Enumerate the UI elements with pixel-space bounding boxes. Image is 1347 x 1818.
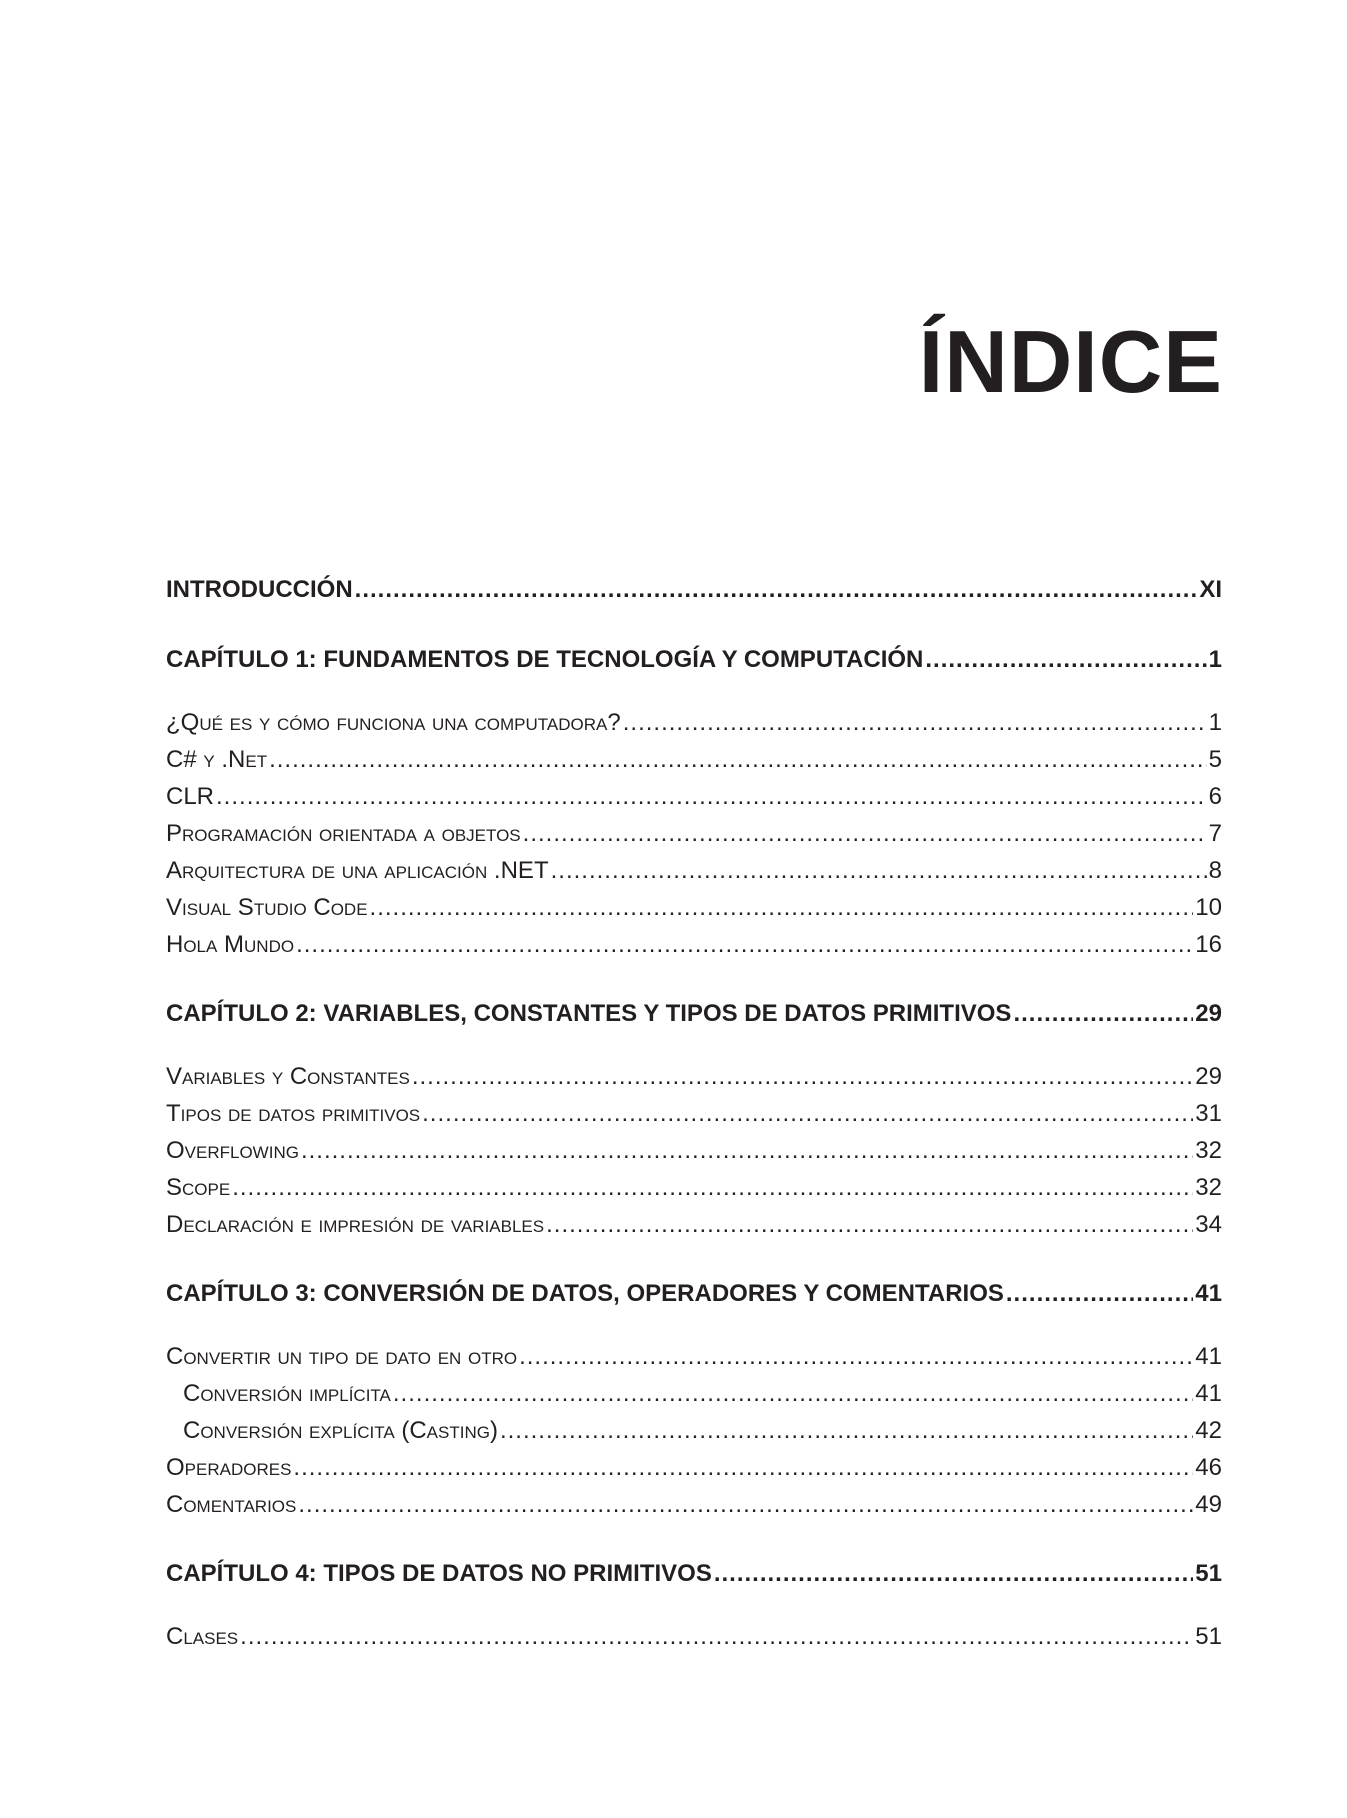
toc-leader-dots xyxy=(500,1412,1193,1449)
toc-section-label: Overflowing xyxy=(166,1137,299,1164)
toc-page-number: 42 xyxy=(1195,1417,1222,1444)
toc-subsection-conversion-explicita[interactable] xyxy=(166,1412,1222,1449)
table-of-contents xyxy=(166,572,1222,1655)
toc-chapter-2[interactable] xyxy=(166,996,1222,1032)
toc-section-scope[interactable] xyxy=(166,1169,1222,1206)
toc-page-number: 41 xyxy=(1195,1380,1222,1407)
toc-entry-label: INTRODUCCIÓN xyxy=(166,576,353,603)
toc-section-label: Arquitectura de una aplicación .NET xyxy=(166,857,549,884)
toc-leader-dots xyxy=(1013,996,1193,1032)
toc-leader-dots xyxy=(623,704,1207,741)
toc-page-number: 29 xyxy=(1195,1000,1222,1027)
toc-page-number: 34 xyxy=(1195,1211,1222,1238)
toc-section-clr[interactable] xyxy=(166,778,1222,815)
toc-section-poo[interactable] xyxy=(166,815,1222,852)
toc-chapter-label: CAPÍTULO 4: TIPOS DE DATOS NO PRIMITIVOS xyxy=(166,1560,712,1587)
toc-leader-dots xyxy=(422,1095,1193,1132)
toc-page-number: 32 xyxy=(1195,1137,1222,1164)
toc-leader-dots xyxy=(546,1206,1193,1243)
toc-leader-dots xyxy=(298,1486,1193,1523)
toc-page-number: 29 xyxy=(1195,1063,1222,1090)
toc-section-label: Comentarios xyxy=(166,1491,297,1518)
toc-chapter-4[interactable] xyxy=(166,1556,1222,1592)
toc-page-number: 41 xyxy=(1195,1280,1222,1307)
toc-leader-dots xyxy=(355,572,1198,608)
toc-chapter-1[interactable] xyxy=(166,642,1222,678)
toc-page-number: 31 xyxy=(1195,1100,1222,1127)
toc-page-number: 32 xyxy=(1195,1174,1222,1201)
toc-section-label: Visual Studio Code xyxy=(166,894,368,921)
toc-page-number: 16 xyxy=(1195,931,1222,958)
toc-chapter-label: CAPÍTULO 1: FUNDAMENTOS DE TECNOLOGÍA Y COMPUTACIÓN xyxy=(166,646,924,673)
toc-section-label: CLR xyxy=(166,783,215,810)
toc-leader-dots xyxy=(269,741,1207,778)
toc-section-hola-mundo[interactable] xyxy=(166,926,1222,963)
toc-leader-dots xyxy=(714,1556,1193,1592)
toc-page-number: 49 xyxy=(1195,1491,1222,1518)
toc-leader-dots xyxy=(216,778,1207,815)
toc-section-vscode[interactable] xyxy=(166,889,1222,926)
toc-section-label: Scope xyxy=(166,1174,231,1201)
toc-leader-dots xyxy=(293,1449,1193,1486)
toc-page-number: 51 xyxy=(1195,1623,1222,1650)
toc-leader-dots xyxy=(301,1132,1193,1169)
toc-section-label: Variables y Constantes xyxy=(166,1063,410,1090)
toc-chapter-label: CAPÍTULO 2: VARIABLES, CONSTANTES Y TIPOS DE DATOS PRIMITIVOS xyxy=(166,1000,1012,1027)
toc-section-comentarios[interactable] xyxy=(166,1486,1222,1523)
toc-section-label: Programación orientada a objetos xyxy=(166,820,521,847)
toc-leader-dots xyxy=(412,1058,1193,1095)
toc-section-operadores[interactable] xyxy=(166,1449,1222,1486)
toc-section-que-es-computadora[interactable] xyxy=(166,704,1222,741)
toc-section-overflowing[interactable] xyxy=(166,1132,1222,1169)
toc-leader-dots xyxy=(393,1375,1193,1412)
toc-leader-dots xyxy=(370,889,1194,926)
toc-page-number: XI xyxy=(1199,576,1222,603)
toc-page-number: 41 xyxy=(1195,1343,1222,1370)
toc-section-variables-constantes[interactable] xyxy=(166,1058,1222,1095)
toc-section-label: Conversión implícita xyxy=(183,1380,391,1407)
toc-section-arquitectura[interactable] xyxy=(166,852,1222,889)
toc-page-number: 6 xyxy=(1208,783,1222,810)
toc-section-label: Conversión explícita (Casting) xyxy=(183,1417,498,1444)
toc-page-number: 51 xyxy=(1195,1560,1222,1587)
toc-chapter-label: CAPÍTULO 3: CONVERSIÓN DE DATOS, OPERADORES Y COMENTARIOS xyxy=(166,1280,1004,1307)
toc-section-label: Tipos de datos primitivos xyxy=(166,1100,421,1127)
toc-subsection-conversion-implicita[interactable] xyxy=(166,1375,1222,1412)
toc-entry-introduccion[interactable] xyxy=(166,572,1222,608)
toc-leader-dots xyxy=(551,852,1207,889)
toc-leader-dots xyxy=(232,1169,1193,1206)
toc-section-clases[interactable] xyxy=(166,1618,1222,1655)
toc-page-number: 8 xyxy=(1208,857,1222,884)
toc-section-label: Hola Mundo xyxy=(166,931,295,958)
toc-leader-dots xyxy=(523,815,1207,852)
toc-page-number: 10 xyxy=(1195,894,1222,921)
toc-section-csharp-net[interactable] xyxy=(166,741,1222,778)
toc-section-label: C# y .Net xyxy=(166,746,268,773)
toc-section-label: ¿Qué es y cómo funciona una computadora? xyxy=(166,709,621,736)
toc-section-declaracion-impresion[interactable] xyxy=(166,1206,1222,1243)
toc-leader-dots xyxy=(296,926,1193,963)
toc-section-tipos-primitivos[interactable] xyxy=(166,1095,1222,1132)
toc-page-number: 7 xyxy=(1208,820,1222,847)
toc-chapter-3[interactable] xyxy=(166,1276,1222,1312)
toc-section-label: Convertir un tipo de dato en otro xyxy=(166,1343,518,1370)
toc-leader-dots xyxy=(240,1618,1193,1655)
toc-page-number: 1 xyxy=(1208,646,1222,673)
toc-page-number: 5 xyxy=(1208,746,1222,773)
toc-leader-dots xyxy=(925,642,1206,678)
page-title: ÍNDICE xyxy=(918,312,1223,411)
toc-leader-dots xyxy=(519,1338,1193,1375)
toc-section-label: Operadores xyxy=(166,1454,292,1481)
toc-page-number: 1 xyxy=(1208,709,1222,736)
toc-leader-dots xyxy=(1006,1276,1193,1312)
toc-section-convertir-tipo[interactable] xyxy=(166,1338,1222,1375)
toc-section-label: Declaración e impresión de variables xyxy=(166,1211,545,1238)
toc-page-number: 46 xyxy=(1195,1454,1222,1481)
toc-section-label: Clases xyxy=(166,1623,239,1650)
